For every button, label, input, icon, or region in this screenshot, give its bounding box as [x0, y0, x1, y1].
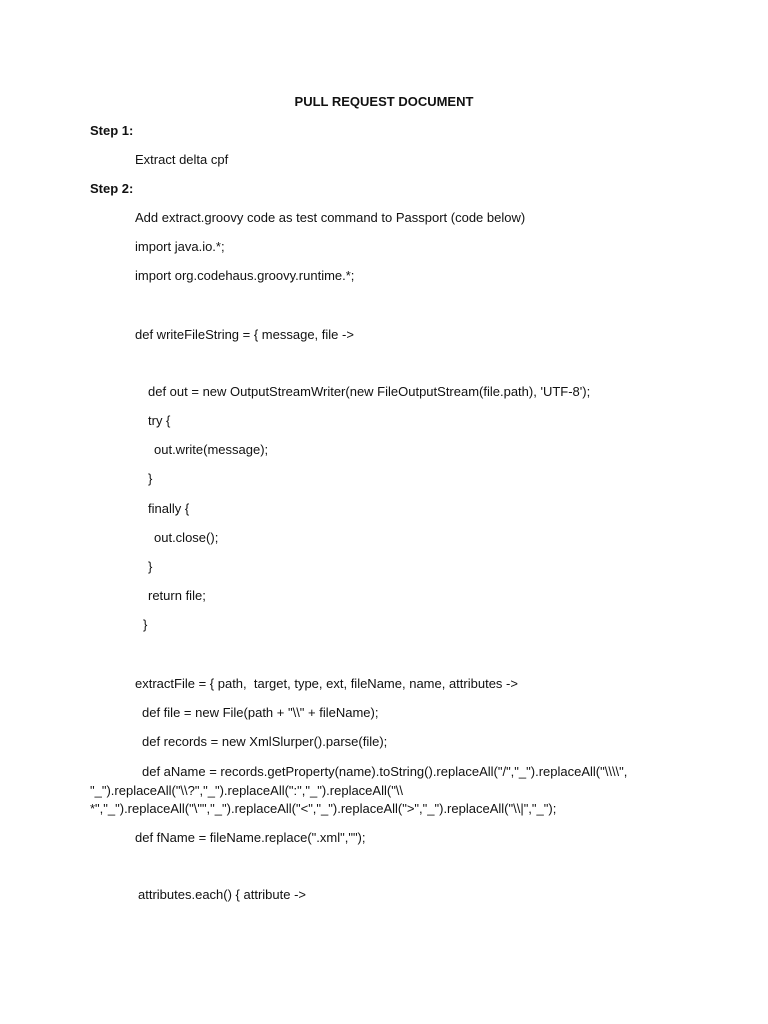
code-line: def records = new XmlSlurper().parse(file); [142, 734, 388, 749]
code-line: import java.io.*; [135, 239, 225, 254]
step-1-text: Extract delta cpf [135, 152, 229, 167]
step-2-text: Add extract.groovy code as test command to Passport (code below) [135, 210, 526, 225]
step-1-label: Step 1: [90, 123, 134, 138]
code-line: extractFile = { path, target, type, ext, fileName, name, attributes -> [135, 676, 518, 691]
code-line: } [143, 617, 148, 632]
code-line: def out = new OutputStreamWriter(new FileOutputStream(file.path), 'UTF-8'); [148, 384, 591, 399]
code-line: try { [148, 413, 171, 428]
code-line: } [148, 471, 153, 486]
code-line: def aName = records.getProperty(name).toString().replaceAll("/","_").replaceAll("\\\\", [142, 764, 628, 779]
code-line: *","_").replaceAll("\"","_").replaceAll("<","_").replaceAll(">","_").replaceAll("\\|","_"); [90, 801, 557, 816]
code-line: "_").replaceAll("\\?","_").replaceAll(":","_").replaceAll("\\ [90, 783, 404, 798]
code-line: } [148, 559, 153, 574]
code-line: attributes.each() { attribute -> [138, 887, 307, 902]
document-title: PULL REQUEST DOCUMENT [294, 94, 474, 109]
code-line: def file = new File(path + "\\" + fileName); [142, 705, 379, 720]
code-line: return file; [148, 588, 206, 603]
code-line: finally { [148, 501, 190, 516]
code-line: out.close(); [154, 530, 219, 545]
code-line: def fName = fileName.replace(".xml",""); [135, 830, 366, 845]
code-line: out.write(message); [154, 442, 269, 457]
code-line: import org.codehaus.groovy.runtime.*; [135, 268, 355, 283]
step-2-label: Step 2: [90, 181, 134, 196]
code-line: def writeFileString = { message, file -> [135, 327, 354, 342]
